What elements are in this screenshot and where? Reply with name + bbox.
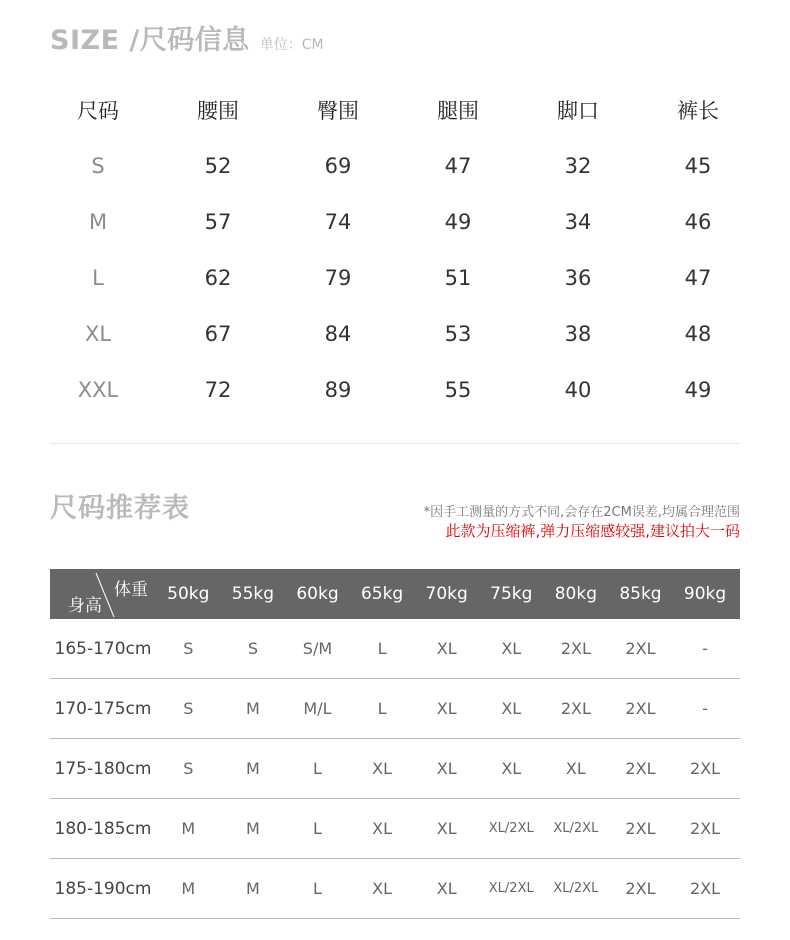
recommended-size: XL/2XL — [553, 881, 599, 896]
size-value: 51 — [444, 266, 472, 290]
size-value: 62 — [204, 266, 232, 290]
recommended-size: - — [702, 639, 708, 658]
recommended-size: XL — [501, 759, 522, 778]
size-value: 89 — [324, 378, 352, 402]
size-value: 72 — [204, 378, 232, 402]
recommended-size: 2XL — [625, 819, 656, 838]
size-table-header — [38, 82, 758, 138]
recommended-size: M/L — [303, 699, 332, 718]
recommended-size: XL — [565, 759, 586, 778]
size-table — [38, 82, 758, 418]
recommend-table — [50, 569, 740, 919]
weight-header: 75kg — [490, 584, 533, 604]
header-hip: 臀围 — [317, 99, 359, 123]
recommend-title: 尺码推荐表 — [50, 493, 190, 524]
weight-header: 70kg — [425, 584, 468, 604]
size-label: S — [91, 154, 105, 178]
size-value: 32 — [564, 154, 592, 178]
recommended-size: M — [245, 759, 260, 778]
size-value: 74 — [324, 210, 352, 234]
recommend-row — [50, 739, 740, 799]
recommended-size: 2XL — [625, 759, 656, 778]
recommended-size: 2XL — [690, 879, 721, 898]
recommended-size: XL — [501, 639, 522, 658]
size-value: 53 — [444, 322, 472, 346]
size-value: 46 — [684, 210, 712, 234]
header-length: 裤长 — [677, 99, 719, 123]
size-row — [38, 194, 758, 250]
size-label: M — [88, 210, 108, 234]
size-row — [38, 362, 758, 418]
size-info-heading: SIZE /尺码信息 — [50, 25, 250, 56]
size-value: 79 — [324, 266, 352, 290]
weight-header: 60kg — [296, 584, 339, 604]
recommended-size: M — [245, 699, 260, 718]
size-row — [38, 250, 758, 306]
recommended-size: - — [702, 699, 708, 718]
weight-header: 80kg — [554, 584, 597, 604]
size-value: 57 — [204, 210, 232, 234]
size-value: 52 — [204, 154, 232, 178]
recommended-size: M — [245, 879, 260, 898]
recommended-size: XL/2XL — [488, 881, 534, 896]
size-value: 67 — [204, 322, 232, 346]
size-value: 45 — [684, 154, 712, 178]
recommend-row — [50, 619, 740, 679]
recommended-size: XL — [501, 699, 522, 718]
size-value: 34 — [564, 210, 592, 234]
recommended-size: L — [377, 699, 387, 718]
size-value: 55 — [444, 378, 472, 402]
recommended-size: M — [181, 819, 196, 838]
recommended-size: XL — [436, 759, 457, 778]
recommended-size: 2XL — [690, 759, 721, 778]
recommended-size: M — [181, 879, 196, 898]
recommended-size: S — [247, 639, 258, 658]
height-range: 185-190cm — [54, 878, 152, 899]
recommended-size: XL — [372, 819, 393, 838]
recommended-size: L — [377, 639, 387, 658]
recommended-size: XL — [436, 699, 457, 718]
size-value: 84 — [324, 322, 352, 346]
weight-header: 85kg — [619, 584, 662, 604]
recommend-row — [50, 859, 740, 919]
recommended-size: L — [313, 879, 322, 898]
header-thigh: 腿围 — [437, 99, 479, 123]
recommend-row — [50, 799, 740, 859]
size-value: 40 — [564, 378, 592, 402]
size-value: 47 — [684, 266, 712, 290]
recommended-size: 2XL — [690, 819, 721, 838]
recommend-row — [50, 679, 740, 739]
recommended-size: XL/2XL — [488, 821, 534, 836]
weight-header: 90kg — [683, 584, 727, 604]
size-row — [38, 306, 758, 362]
size-value: 69 — [324, 154, 352, 178]
size-label: L — [92, 266, 104, 290]
size-value: 48 — [684, 322, 712, 346]
header-size: 尺码 — [77, 99, 119, 123]
recommended-size: S — [183, 639, 194, 658]
recommended-size: S — [183, 699, 194, 718]
corner-weight-label: 体重 — [114, 580, 148, 600]
size-label: XXL — [77, 378, 119, 402]
weight-header: 50kg — [167, 584, 210, 604]
size-value: 36 — [564, 266, 592, 290]
weight-header: 55kg — [231, 584, 275, 604]
recommended-size: 2XL — [560, 699, 591, 718]
recommended-size: XL — [372, 759, 393, 778]
recommend-header — [50, 569, 740, 619]
height-range: 170-175cm — [54, 698, 152, 719]
recommended-size: XL/2XL — [553, 821, 599, 836]
height-range: 175-180cm — [54, 758, 152, 779]
recommended-size: L — [313, 759, 322, 778]
size-value: 49 — [684, 378, 712, 402]
recommended-size: XL — [436, 639, 457, 658]
size-label: XL — [84, 322, 112, 346]
sizing-advice-note: 此款为压缩裤,弹力压缩感较强,建议拍大一码 — [445, 522, 740, 540]
height-range: 180-185cm — [54, 818, 152, 839]
recommended-size: XL — [436, 819, 457, 838]
recommended-size: 2XL — [625, 699, 656, 718]
section-divider — [50, 443, 740, 444]
measurement-note: *因手工测量的方式不同,会存在2CM误差,均属合理范围 — [423, 505, 740, 520]
size-value: 49 — [444, 210, 472, 234]
recommended-size: XL — [372, 879, 393, 898]
size-info-title — [50, 18, 324, 58]
size-row — [38, 138, 758, 194]
recommended-size: XL — [436, 879, 457, 898]
header-hem: 脚口 — [557, 99, 599, 123]
recommended-size: S — [183, 759, 194, 778]
recommended-size: 2XL — [560, 639, 591, 658]
recommended-size: 2XL — [625, 879, 656, 898]
recommended-size: 2XL — [625, 639, 656, 658]
recommended-size: S/M — [302, 639, 333, 658]
unit-label: 单位：CM — [259, 37, 324, 53]
corner-cell — [50, 569, 156, 619]
recommended-size: M — [245, 819, 260, 838]
corner-height-label: 身高 — [68, 596, 102, 616]
recommended-size: L — [313, 819, 322, 838]
height-range: 165-170cm — [54, 638, 152, 659]
header-waist: 腰围 — [197, 99, 239, 123]
weight-header: 65kg — [360, 584, 404, 604]
size-value: 47 — [444, 154, 472, 178]
size-value: 38 — [564, 322, 592, 346]
